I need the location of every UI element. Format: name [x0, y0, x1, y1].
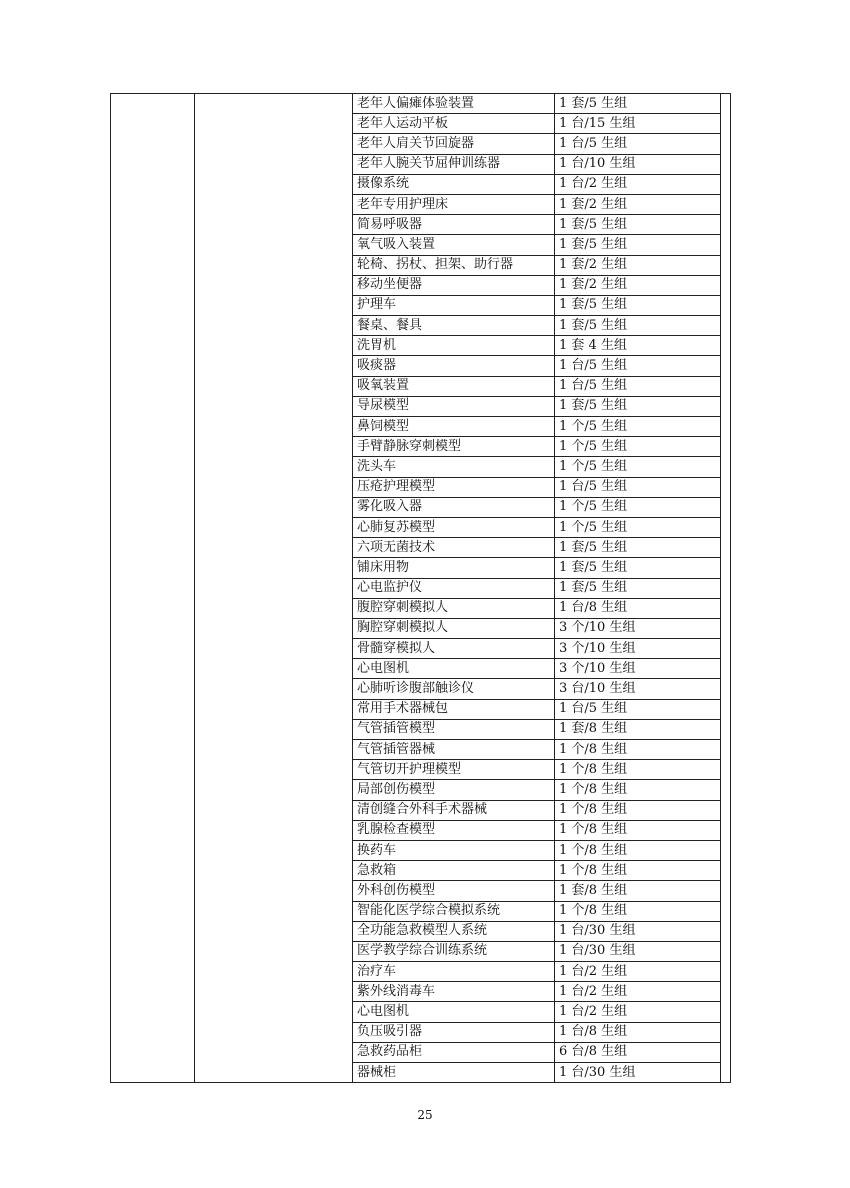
equipment-name-cell: 紫外线消毒车	[353, 982, 555, 1002]
blank-cell	[721, 154, 731, 174]
blank-cell	[721, 861, 731, 881]
equipment-name-cell: 换药车	[353, 840, 555, 860]
blank-cell	[721, 538, 731, 558]
blank-cell	[721, 578, 731, 598]
quantity-cell: 1 个/8 生组	[555, 840, 721, 860]
equipment-name-cell: 铺床用物	[353, 558, 555, 578]
equipment-name-cell: 乳腺检查模型	[353, 820, 555, 840]
equipment-name-cell: 骨髓穿模拟人	[353, 639, 555, 659]
quantity-cell: 1 台/5 生组	[555, 356, 721, 376]
blank-cell	[721, 235, 731, 255]
quantity-cell: 3 个/10 生组	[555, 618, 721, 638]
quantity-cell: 1 套/8 生组	[555, 881, 721, 901]
blank-cell	[721, 295, 731, 315]
quantity-cell: 1 台/30 生组	[555, 1063, 721, 1083]
quantity-cell: 1 套/5 生组	[555, 295, 721, 315]
table-row	[111, 94, 731, 114]
blank-cell	[721, 639, 731, 659]
blank-cell	[721, 598, 731, 618]
equipment-table	[110, 93, 731, 1083]
blank-cell	[721, 740, 731, 760]
blank-cell	[721, 659, 731, 679]
blank-cell	[721, 255, 731, 275]
equipment-name-cell: 智能化医学综合模拟系统	[353, 901, 555, 921]
quantity-cell: 1 台/8 生组	[555, 598, 721, 618]
equipment-name-cell: 洗胃机	[353, 336, 555, 356]
equipment-name-cell: 外科创伤模型	[353, 881, 555, 901]
quantity-cell: 3 台/10 生组	[555, 679, 721, 699]
blank-cell	[721, 679, 731, 699]
quantity-cell: 1 个/8 生组	[555, 780, 721, 800]
blank-cell	[721, 316, 731, 336]
equipment-name-cell: 吸痰器	[353, 356, 555, 376]
blank-cell	[721, 336, 731, 356]
equipment-name-cell: 局部创伤模型	[353, 780, 555, 800]
quantity-cell: 6 台/8 生组	[555, 1042, 721, 1062]
equipment-name-cell: 心电图机	[353, 1002, 555, 1022]
subcategory-cell	[195, 94, 353, 1083]
equipment-name-cell: 老年人偏瘫体验装置	[353, 94, 555, 114]
equipment-name-cell: 摄像系统	[353, 174, 555, 194]
equipment-name-cell: 轮椅、拐杖、担架、助行器	[353, 255, 555, 275]
equipment-name-cell: 吸氧装置	[353, 376, 555, 396]
equipment-name-cell: 急救药品柜	[353, 1042, 555, 1062]
blank-cell	[721, 1063, 731, 1083]
quantity-cell: 1 套/5 生组	[555, 558, 721, 578]
equipment-name-cell: 心电监护仪	[353, 578, 555, 598]
blank-cell	[721, 174, 731, 194]
quantity-cell: 1 套/2 生组	[555, 275, 721, 295]
quantity-cell: 1 台/2 生组	[555, 174, 721, 194]
equipment-name-cell: 气管插管模型	[353, 719, 555, 739]
equipment-name-cell: 简易呼吸器	[353, 215, 555, 235]
quantity-cell: 1 台/2 生组	[555, 982, 721, 1002]
equipment-name-cell: 心肺复苏模型	[353, 517, 555, 537]
blank-cell	[721, 1042, 731, 1062]
blank-cell	[721, 194, 731, 214]
blank-cell	[721, 558, 731, 578]
quantity-cell: 1 个/5 生组	[555, 457, 721, 477]
category-cell	[111, 94, 195, 1083]
blank-cell	[721, 376, 731, 396]
quantity-cell: 1 套 4 生组	[555, 336, 721, 356]
equipment-table-body	[111, 94, 731, 1083]
quantity-cell: 1 套/5 生组	[555, 94, 721, 114]
equipment-name-cell: 负压吸引器	[353, 1022, 555, 1042]
page-number: 25	[417, 1108, 433, 1122]
equipment-name-cell: 心肺听诊腹部触诊仪	[353, 679, 555, 699]
blank-cell	[721, 497, 731, 517]
blank-cell	[721, 962, 731, 982]
equipment-name-cell: 雾化吸入器	[353, 497, 555, 517]
blank-cell	[721, 477, 731, 497]
equipment-name-cell: 气管插管器械	[353, 740, 555, 760]
equipment-name-cell: 气管切开护理模型	[353, 760, 555, 780]
blank-cell	[721, 881, 731, 901]
equipment-name-cell: 鼻饲模型	[353, 417, 555, 437]
equipment-name-cell: 手臂静脉穿刺模型	[353, 437, 555, 457]
quantity-cell: 1 台/5 生组	[555, 699, 721, 719]
equipment-name-cell: 清创缝合外科手术器械	[353, 800, 555, 820]
quantity-cell: 1 个/8 生组	[555, 820, 721, 840]
blank-cell	[721, 800, 731, 820]
blank-cell	[721, 699, 731, 719]
quantity-cell: 1 台/30 生组	[555, 941, 721, 961]
blank-cell	[721, 760, 731, 780]
quantity-cell: 1 台/15 生组	[555, 114, 721, 134]
quantity-cell: 1 套/5 生组	[555, 316, 721, 336]
quantity-cell: 1 个/8 生组	[555, 861, 721, 881]
quantity-cell: 1 个/5 生组	[555, 417, 721, 437]
equipment-name-cell: 急救箱	[353, 861, 555, 881]
quantity-cell: 1 套/5 生组	[555, 396, 721, 416]
equipment-name-cell: 老年人腕关节屈伸训练器	[353, 154, 555, 174]
quantity-cell: 1 套/5 生组	[555, 235, 721, 255]
equipment-name-cell: 常用手术器械包	[353, 699, 555, 719]
quantity-cell: 3 个/10 生组	[555, 659, 721, 679]
blank-cell	[721, 114, 731, 134]
equipment-name-cell: 器械柜	[353, 1063, 555, 1083]
quantity-cell: 1 个/8 生组	[555, 740, 721, 760]
equipment-name-cell: 老年人运动平板	[353, 114, 555, 134]
blank-cell	[721, 275, 731, 295]
quantity-cell: 1 台/8 生组	[555, 1022, 721, 1042]
blank-cell	[721, 982, 731, 1002]
equipment-name-cell: 压疮护理模型	[353, 477, 555, 497]
blank-cell	[721, 618, 731, 638]
quantity-cell: 3 个/10 生组	[555, 639, 721, 659]
equipment-name-cell: 胸腔穿刺模拟人	[353, 618, 555, 638]
quantity-cell: 1 个/8 生组	[555, 901, 721, 921]
quantity-cell: 1 个/8 生组	[555, 800, 721, 820]
quantity-cell: 1 个/5 生组	[555, 437, 721, 457]
quantity-cell: 1 套/5 生组	[555, 215, 721, 235]
equipment-name-cell: 全功能急救模型人系统	[353, 921, 555, 941]
quantity-cell: 1 个/5 生组	[555, 517, 721, 537]
equipment-name-cell: 医学教学综合训练系统	[353, 941, 555, 961]
quantity-cell: 1 台/30 生组	[555, 921, 721, 941]
equipment-name-cell: 餐桌、餐具	[353, 316, 555, 336]
blank-cell	[721, 134, 731, 154]
blank-cell	[721, 417, 731, 437]
quantity-cell: 1 个/8 生组	[555, 760, 721, 780]
quantity-cell: 1 台/5 生组	[555, 477, 721, 497]
blank-cell	[721, 1022, 731, 1042]
blank-cell	[721, 780, 731, 800]
quantity-cell: 1 套/5 生组	[555, 578, 721, 598]
quantity-cell: 1 台/5 生组	[555, 134, 721, 154]
blank-cell	[721, 517, 731, 537]
blank-cell	[721, 901, 731, 921]
blank-cell	[721, 457, 731, 477]
blank-cell	[721, 356, 731, 376]
equipment-name-cell: 老年人肩关节回旋器	[353, 134, 555, 154]
equipment-name-cell: 移动坐便器	[353, 275, 555, 295]
equipment-name-cell: 洗头车	[353, 457, 555, 477]
quantity-cell: 1 台/10 生组	[555, 154, 721, 174]
blank-cell	[721, 921, 731, 941]
quantity-cell: 1 套/8 生组	[555, 719, 721, 739]
quantity-cell: 1 套/2 生组	[555, 194, 721, 214]
blank-cell	[721, 437, 731, 457]
equipment-name-cell: 护理车	[353, 295, 555, 315]
equipment-name-cell: 心电图机	[353, 659, 555, 679]
quantity-cell: 1 套/5 生组	[555, 538, 721, 558]
equipment-name-cell: 氧气吸入装置	[353, 235, 555, 255]
quantity-cell: 1 个/5 生组	[555, 497, 721, 517]
equipment-name-cell: 老年专用护理床	[353, 194, 555, 214]
blank-cell	[721, 719, 731, 739]
quantity-cell: 1 台/2 生组	[555, 1002, 721, 1022]
blank-cell	[721, 215, 731, 235]
blank-cell	[721, 396, 731, 416]
blank-cell	[721, 94, 731, 114]
quantity-cell: 1 台/5 生组	[555, 376, 721, 396]
blank-cell	[721, 1002, 731, 1022]
blank-cell	[721, 941, 731, 961]
equipment-name-cell: 导尿模型	[353, 396, 555, 416]
blank-cell	[721, 820, 731, 840]
equipment-name-cell: 六项无菌技术	[353, 538, 555, 558]
equipment-name-cell: 腹腔穿刺模拟人	[353, 598, 555, 618]
blank-cell	[721, 840, 731, 860]
quantity-cell: 1 台/2 生组	[555, 962, 721, 982]
quantity-cell: 1 套/2 生组	[555, 255, 721, 275]
equipment-name-cell: 治疗车	[353, 962, 555, 982]
